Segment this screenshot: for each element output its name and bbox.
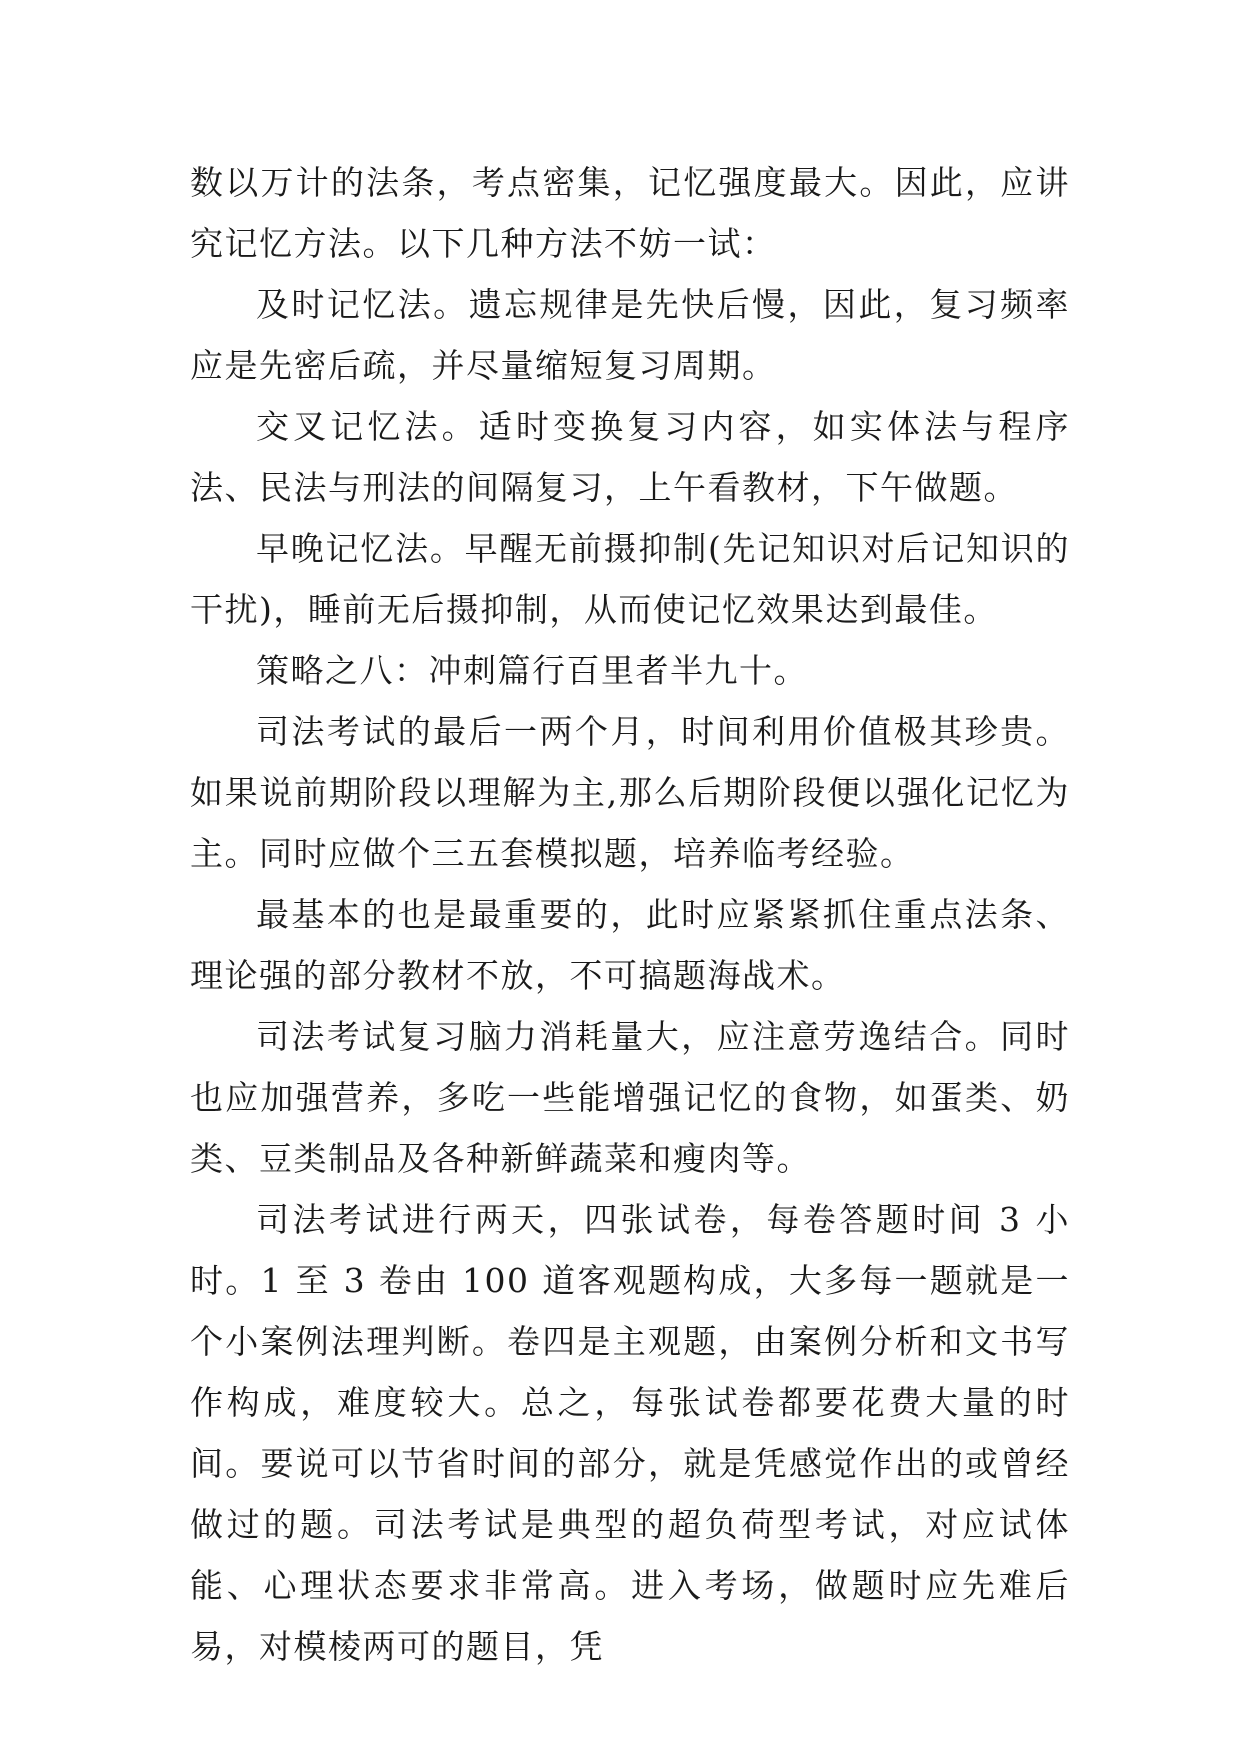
section-heading: 策略之八：冲刺篇行百里者半九十。 xyxy=(256,651,808,690)
document-body xyxy=(190,152,1070,1677)
paragraph-2: 及时记忆法。遗忘规律是先快后慢，因此，复习频率应是先密后疏，并尽量缩短复习周期。 xyxy=(190,285,1070,385)
paragraph-8: 司法考试复习脑力消耗量大，应注意劳逸结合。同时也应加强营养，多吃一些能增强记忆的食物，如蛋类、奶类、豆类制品及各种新鲜蔬菜和瘦肉等。 xyxy=(190,1017,1070,1178)
paragraph-6: 司法考试的最后一两个月，时间利用价值极其珍贵。如果说前期阶段以理解为主,那么后期阶段便以强化记忆为主。同时应做个三五套模拟题，培养临考经验。 xyxy=(190,712,1070,873)
paragraph-4: 早晚记忆法。早醒无前摄抑制(先记知识对后记知识的干扰)，睡前无后摄抑制，从而使记忆效果达到最佳。 xyxy=(190,529,1070,629)
paragraph-3: 交叉记忆法。适时变换复习内容，如实体法与程序法、民法与刑法的间隔复习，上午看教材，下午做题。 xyxy=(190,407,1070,507)
paragraph-7: 最基本的也是最重要的，此时应紧紧抓住重点法条、理论强的部分教材不放，不可搞题海战术。 xyxy=(190,895,1070,995)
paragraph-9: 司法考试进行两天，四张试卷，每卷答题时间 3 小时。1 至 3 卷由 100 道客观题构成，大多每一题就是一个小案例法理判断。卷四是主观题，由案例分析和文书写作构成，难度较大。总之，每张试卷都要花费大量的时间。要说可以节省时间的部分，就是凭感觉作出的或曾经做过的题。司法考试是典型的超负荷型考试，对应试体能、心理状态要求非常高。进入考场，做题时应先难后易，对模棱两可的题目，凭 xyxy=(190,1200,1070,1666)
paragraph-1: 数以万计的法条，考点密集，记忆强度最大。因此，应讲究记忆方法。以下几种方法不妨一试： xyxy=(190,163,1070,263)
